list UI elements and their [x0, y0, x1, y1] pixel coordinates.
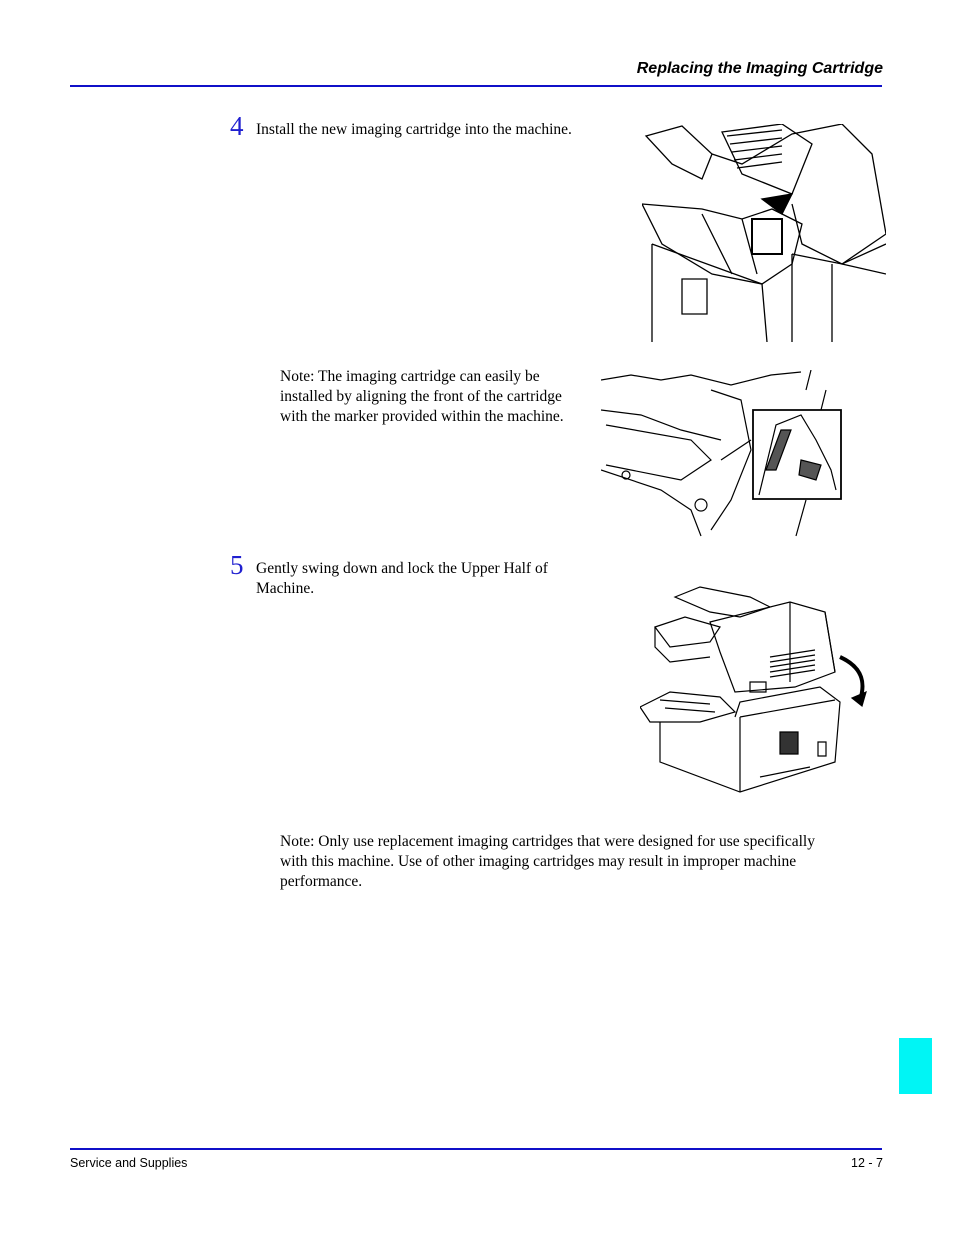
footer-rule	[70, 1148, 882, 1150]
note-replacement-cartridges: Note: Only use replacement imaging cartridges that were designed for use specifically with this machine. Use of other imaging cartridges may result in improper machine performance.	[280, 833, 815, 890]
page-header-title: Replacing the Imaging Cartridge	[636, 60, 883, 77]
chapter-tab	[899, 1038, 932, 1094]
install-cartridge-illustration	[642, 124, 886, 342]
footer-page-number: 12 - 7	[851, 1156, 883, 1170]
close-upper-half-illustration	[640, 582, 868, 804]
step-5-text: Gently swing down and lock the Upper Half of Machine.	[256, 560, 548, 597]
note-cartridge-alignment: Note: The imaging cartridge can easily be installed by aligning the front of the cartridge with the marker provided within the machine.	[280, 368, 564, 425]
cartridge-marker-illustration	[601, 370, 845, 538]
footer-section: Service and Supplies	[70, 1156, 188, 1170]
step-number-5: 5	[230, 550, 244, 580]
step-number-4: 4	[230, 111, 244, 141]
step-4-text: Install the new imaging cartridge into the machine.	[256, 121, 572, 138]
header-rule	[70, 85, 882, 87]
